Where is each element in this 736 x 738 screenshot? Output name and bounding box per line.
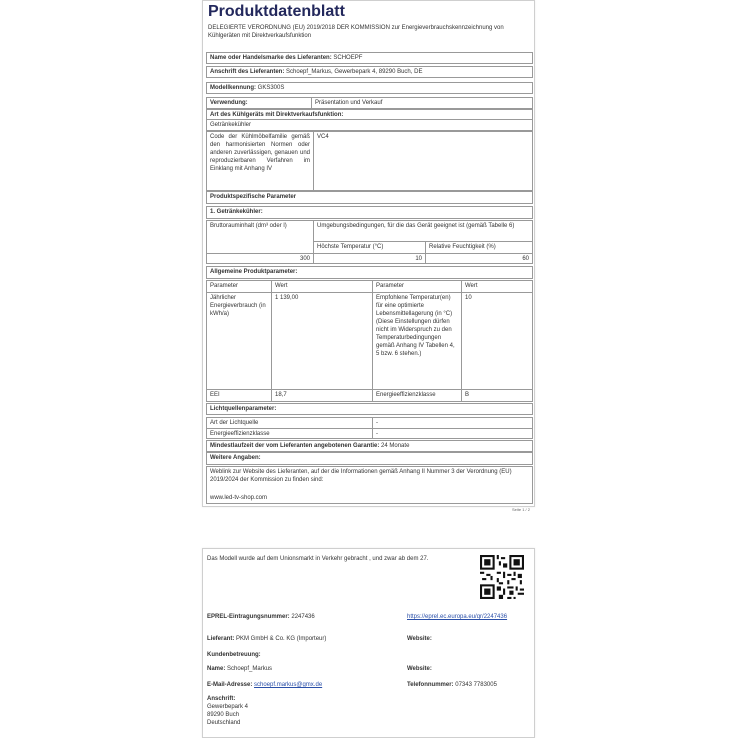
drinks-cooler-table <box>206 220 533 264</box>
contact-name-label: Name: <box>207 666 226 672</box>
light-source-heading: Lichtquellenparameter: <box>210 406 277 412</box>
family-code-label: Code der Kühlmöbelfamilie gemäß den harmonisierten Normen oder anderen zuverlässigen, genauen und reproduzierbaren Verfahren im Einklang mit Anhang IV <box>210 134 310 172</box>
light-class-label: Energieeffizienzklasse <box>210 431 270 437</box>
model-row <box>206 82 533 94</box>
phone-value: 07343 7783005 <box>455 682 497 688</box>
drinks-cooler-heading: 1. Getränkekühler: <box>210 209 263 215</box>
page-number: Seite 1 / 2 <box>511 507 530 512</box>
weblink-url[interactable]: www.led-tv-shop.com <box>210 495 268 501</box>
warranty-row <box>206 440 533 452</box>
use-row <box>206 97 533 109</box>
col-parameter-1: Parameter <box>207 281 271 293</box>
energy-class-value: B <box>461 389 532 401</box>
gross-volume-value: 300 <box>207 253 313 264</box>
website-label: Website: <box>407 636 432 642</box>
phone-label: Telefonnummer: <box>407 682 454 688</box>
ambient-conditions-label: Umgebungsbedingungen, für die das Gerät geeignet ist (gemäß Tabelle 6) <box>313 221 532 241</box>
customer-service-label: Kundenbetreuung: <box>207 652 261 658</box>
max-temp-label: Höchste Temperatur (°C) <box>313 241 425 253</box>
further-info-heading-row <box>206 452 533 465</box>
supplier-value: PKM GmbH & Co. KG (Importeur) <box>236 636 327 642</box>
supplier-name-row <box>206 52 533 64</box>
supplier-address-value: Schoepf_Markus, Gewerbepark 4, 89290 Buch, DE <box>286 69 423 75</box>
energy-class-label: Energieeffizienzklasse <box>372 389 461 401</box>
supplier-address-row <box>206 66 533 78</box>
address-line-1: Gewerbepark 4 <box>207 704 249 710</box>
use-value: Präsentation und Verkauf <box>311 98 532 108</box>
light-type-value: - <box>372 418 532 429</box>
warranty-label: Mindestlaufzeit der vom Lieferanten angebotenen Garantie: <box>210 443 380 449</box>
supplier-name-label: Name oder Handelsmarke des Lieferanten: <box>210 55 332 61</box>
annual-energy-label: Jährlicher Energieverbrauch (in kWh/a) <box>210 295 266 317</box>
datasheet-page-1 <box>202 0 535 512</box>
weblink-text: Weblink zur Website des Lieferanten, auf der die Informationen gemäß Anhang II Nummer 3 der Verordnung (EU) 2019/2024 der Kommission zu finden sind: <box>210 469 512 483</box>
product-params-heading-row <box>206 191 533 204</box>
general-params-heading-row <box>206 266 533 279</box>
type-heading-row <box>206 109 533 120</box>
gross-volume-label: Bruttorauminhalt (dm³ oder l) <box>210 223 287 229</box>
use-label: Verwendung: <box>210 100 248 106</box>
datasheet-page-2 <box>202 548 535 738</box>
qr-code-icon[interactable] <box>480 555 524 599</box>
supplier-name-value: SCHOEPF <box>333 55 363 61</box>
eprel-link[interactable]: https://eprel.ec.europa.eu/qr/2247436 <box>407 614 508 620</box>
recommended-temp-value: 10 <box>461 293 532 389</box>
warranty-value: 24 Monate <box>381 443 410 449</box>
address-label: Anschrift: <box>207 696 236 702</box>
model-value: GKS300S <box>257 85 285 91</box>
product-params-heading: Produktspezifische Parameter <box>210 194 297 200</box>
col-parameter-2: Parameter <box>372 281 461 293</box>
type-value: Getränkekühler <box>210 122 252 128</box>
general-params-heading: Allgemeine Produktparameter: <box>210 269 298 275</box>
col-value-1: Wert <box>271 281 372 293</box>
col-value-2: Wert <box>461 281 532 293</box>
supplier-label: Lieferant: <box>207 636 235 642</box>
market-intro-text: Das Modell wurde auf dem Unionsmarkt in Verkehr gebracht , und zwar ab dem 27. <box>207 556 429 562</box>
model-label: Modellkennung: <box>210 85 256 91</box>
eei-value: 18,7 <box>271 389 372 401</box>
eei-label: EEI <box>207 389 271 401</box>
page-title: Produktdatenblatt <box>208 3 345 20</box>
humidity-value: 60 <box>425 253 532 264</box>
light-type-label: Art der Lichtquelle <box>207 418 372 429</box>
general-params-table <box>206 280 533 402</box>
contact-name-value: Schoepf_Markus <box>227 666 273 672</box>
address-line-2: 89290 Buch <box>207 712 240 718</box>
weblink-row <box>206 466 533 504</box>
type-label: Art des Kühlgeräts mit Direktverkaufsfunktion: <box>210 112 344 118</box>
drinks-cooler-heading-row <box>206 206 533 219</box>
regulation-subtitle: DELEGIERTE VERORDNUNG (EU) 2019/2018 DER KOMMISSION zur Energieverbrauchskennzeichnung von Kühlgeräten mit Direktverkaufsfunktion <box>208 25 504 39</box>
email-link[interactable]: schoepf.markus@gmx.de <box>254 682 323 688</box>
family-code-row <box>206 131 533 191</box>
eprel-value: 2247436 <box>291 614 315 620</box>
type-value-row <box>206 120 533 131</box>
website2-label: Website: <box>407 666 432 672</box>
family-code-value: VC4 <box>313 132 532 190</box>
max-temp-value: 10 <box>313 253 425 264</box>
light-source-heading-row <box>206 403 533 415</box>
further-info-heading: Weitere Angaben: <box>210 455 261 461</box>
address-line-3: Deutschland <box>207 720 241 726</box>
supplier-address-label: Anschrift des Lieferanten: <box>210 69 285 75</box>
eprel-label: EPREL-Eintragungsnummer: <box>207 614 290 620</box>
light-source-table <box>206 417 533 439</box>
recommended-temp-label: Empfohlene Temperatur(en) für eine optimierte Lebensmittellagerung (in °C) (Diese Einstellungen dürfen nicht im Widerspruch zu den Temperaturbedingungen gemäß Anhang IV Tabellen 4, 5 bzw. 6 stehen.) <box>372 293 461 389</box>
email-label: E-Mail-Adresse: <box>207 682 253 688</box>
humidity-label: Relative Feuchtigkeit (%) <box>425 241 532 253</box>
annual-energy-value: 1 139,00 <box>271 293 372 389</box>
light-class-value: - <box>372 429 532 439</box>
